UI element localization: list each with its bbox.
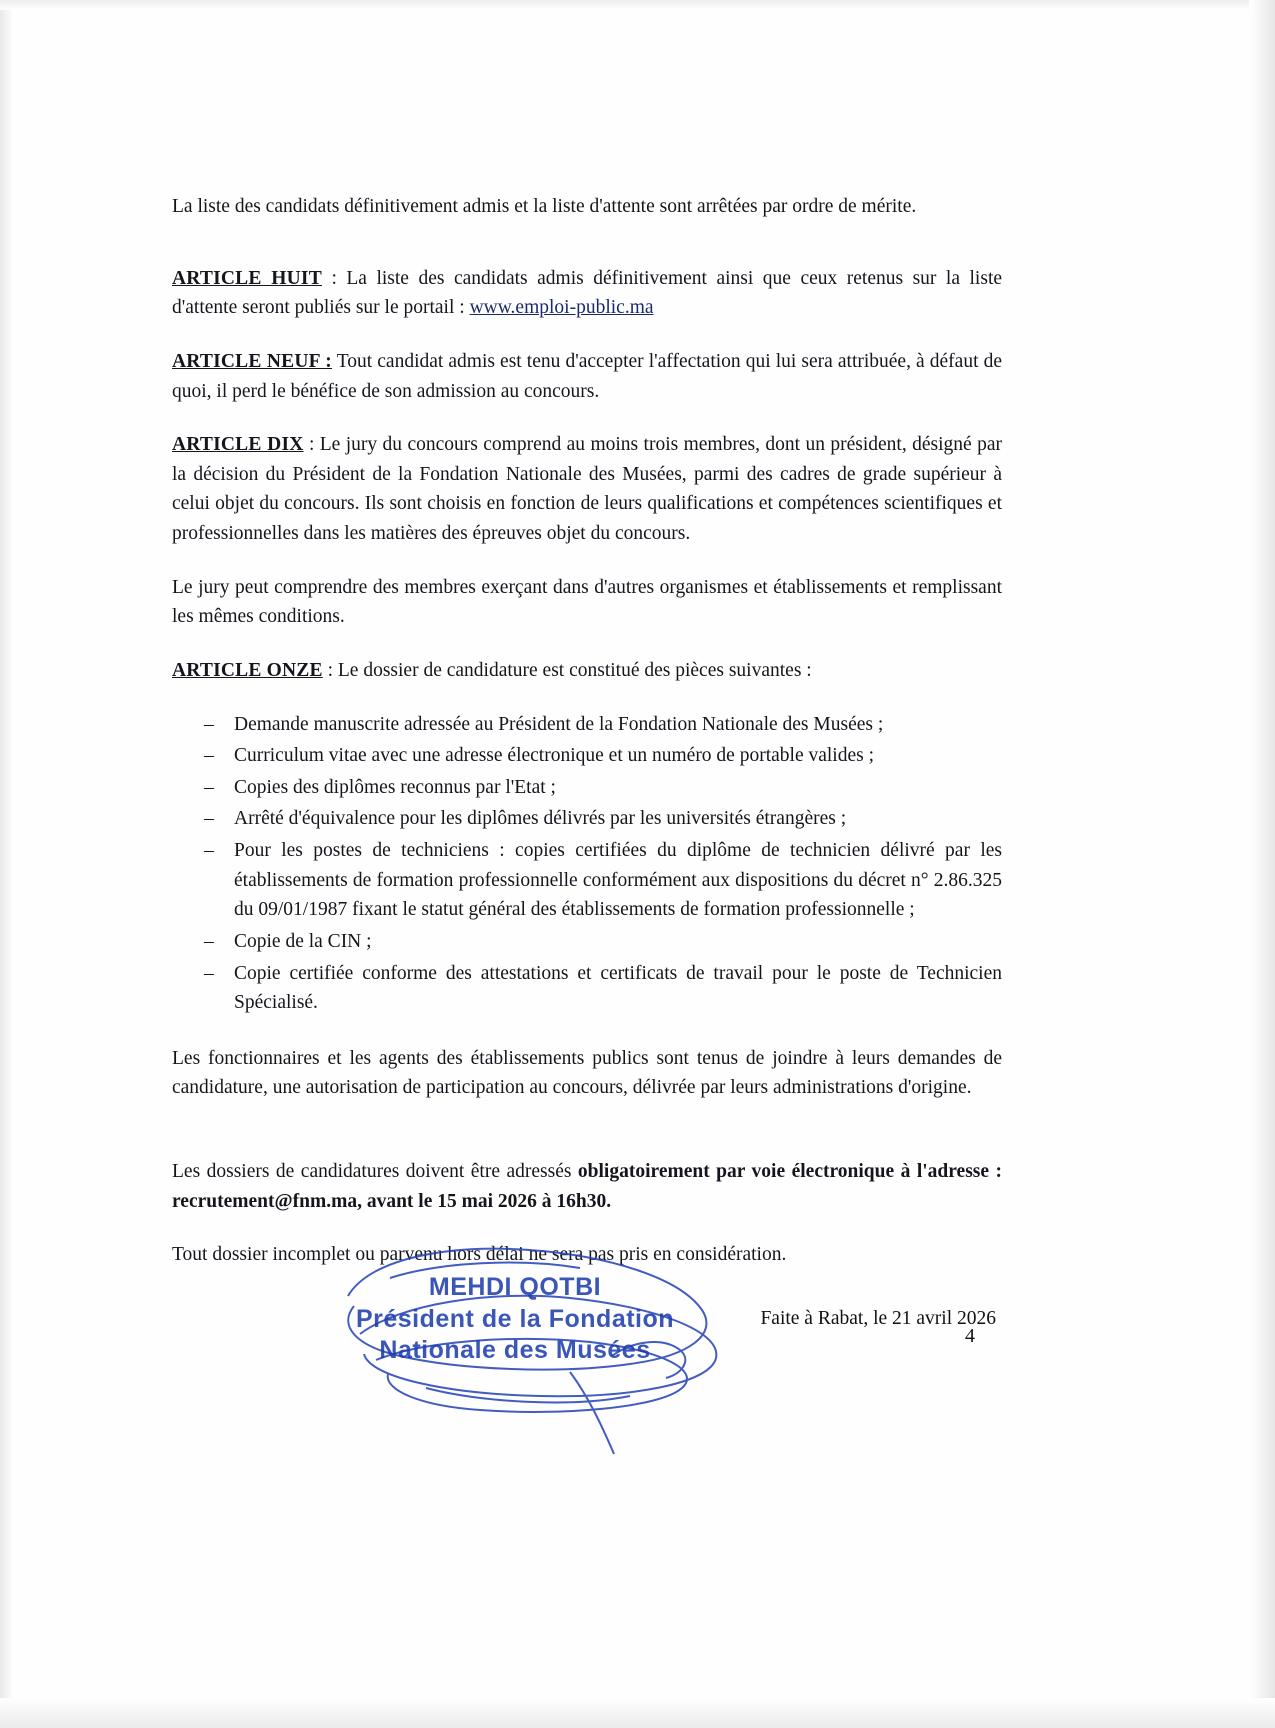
article-neuf	[172, 347, 1002, 406]
list-item	[172, 836, 1002, 925]
article-huit-label: ARTICLE HUIT	[172, 267, 322, 289]
page-number: 4	[965, 1325, 975, 1347]
article-onze-label: ARTICLE ONZE	[172, 659, 323, 681]
dash-marker: –	[204, 930, 214, 952]
article-neuf-text: Tout candidat admis est tenu d'accepter l'affectation qui lui sera attribuée, à défaut de quoi, il perd le bénéfice de son admission au concours.	[172, 350, 1002, 402]
article-huit-text: La liste des candidats admis définitivement ainsi que ceux retenus sur la liste d'attente seront publiés sur le portail :	[172, 267, 1003, 319]
intro-paragraph	[172, 192, 1002, 222]
dossier-items-list	[172, 710, 1002, 1018]
place-date	[172, 1308, 1002, 1330]
list-item-text: Curriculum vitae avec une adresse électronique et un numéro de portable valides ;	[234, 745, 875, 767]
dash-marker: –	[204, 840, 214, 861]
list-item	[172, 741, 1002, 771]
list-item-text: Demande manuscrite adressée au Président de la Fondation Nationale des Musées ;	[234, 713, 884, 735]
dash-marker: –	[204, 776, 214, 798]
scan-edge-bottom	[0, 1698, 1275, 1728]
article-dix-separator: :	[303, 434, 320, 456]
submission-bold-text: obligatoirement par voie électronique à l'adresse : recrutement@fnm.ma, avant le 15 mai 2026 à 16h30.	[172, 1161, 1002, 1212]
list-item	[172, 927, 1002, 957]
place-date-text: Faite à Rabat, le 21 avril 2026	[760, 1307, 996, 1329]
list-item-text: Copie certifiée conforme des attestations et certificats de travail pour le poste de Technicien Spécialisé.	[234, 962, 1002, 1014]
list-item-text: Copies des diplômes reconnus par l'Etat ;	[234, 776, 556, 798]
list-item	[172, 773, 1002, 803]
jury-paragraph	[172, 573, 1002, 632]
submission-paragraph	[172, 1157, 1002, 1216]
article-onze-separator: :	[322, 659, 338, 681]
article-dix-label: ARTICLE DIX	[172, 434, 304, 456]
emploi-public-link[interactable]: www.emploi-public.ma	[469, 297, 654, 319]
article-neuf-label: ARTICLE NEUF :	[172, 350, 332, 372]
list-item	[172, 959, 1002, 1018]
incomplete-text: Tout dossier incomplet ou parvenu hors délai ne sera pas pris en considération.	[172, 1244, 787, 1266]
article-huit-separator: :	[321, 267, 347, 289]
fonctionnaires-paragraph	[172, 1044, 1002, 1103]
article-onze-text: Le dossier de candidature est constitué des pièces suivantes :	[337, 659, 812, 681]
list-item	[172, 804, 1002, 834]
scan-edge-right	[1249, 0, 1275, 1728]
dash-marker: –	[204, 745, 214, 767]
article-dix	[172, 430, 1002, 549]
dash-marker: –	[204, 808, 214, 830]
list-item-text: Arrêté d'équivalence pour les diplômes délivrés par les universités étrangères ;	[234, 808, 847, 830]
stamp-name: MEHDI QOTBI	[428, 1273, 602, 1301]
scan-edge-left	[0, 0, 14, 1728]
fonctionnaires-text: Les fonctionnaires et les agents des établissements publics sont tenus de joindre à leurs demandes de candidature, une autorisation de participation au concours, délivrée par leurs administrations d'origine.	[172, 1047, 1002, 1099]
list-item-text: Pour les postes de techniciens : copies certifiées du diplôme de technicien délivré par les établissements de formation professionnelle conformément aux dispositions du décret n° 2.86.325 du 09/01/1987 fixant le statut général des établissements de formation professionnelle ;	[234, 840, 1002, 921]
submission-text: Les dossiers de candidatures doivent être adressés	[172, 1161, 578, 1182]
list-item	[172, 710, 1002, 740]
article-dix-text: Le jury du concours comprend au moins trois membres, dont un président, désigné par la décision du Président de la Fondation Nationale des Musées, parmi des cadres de grade supérieur à celui objet du concours. Ils sont choisis en fonction de leurs qualifications et compétences scientifiques et professionnelles dans les matières des épreuves objet du concours.	[172, 434, 1002, 544]
stamp-title-line-2: Nationale des Musées	[379, 1336, 651, 1364]
list-item-text: Copie de la CIN ;	[234, 930, 372, 952]
intro-text: La liste des candidats définitivement admis et la liste d'attente sont arrêtées par ordre de mérite.	[172, 196, 917, 217]
stamp-title-line-1: Président de la Fondation	[355, 1304, 675, 1333]
article-huit	[172, 264, 1002, 323]
dash-marker: –	[204, 962, 214, 984]
article-onze	[172, 656, 1002, 686]
dash-marker: –	[204, 713, 214, 735]
scan-edge-top	[0, 0, 1275, 10]
incomplete-paragraph	[172, 1240, 1002, 1270]
jury-text: Le jury peut comprendre des membres exerçant dans d'autres organismes et établissements et remplissant les mêmes conditions.	[172, 576, 1002, 628]
document-body	[172, 192, 1002, 1330]
